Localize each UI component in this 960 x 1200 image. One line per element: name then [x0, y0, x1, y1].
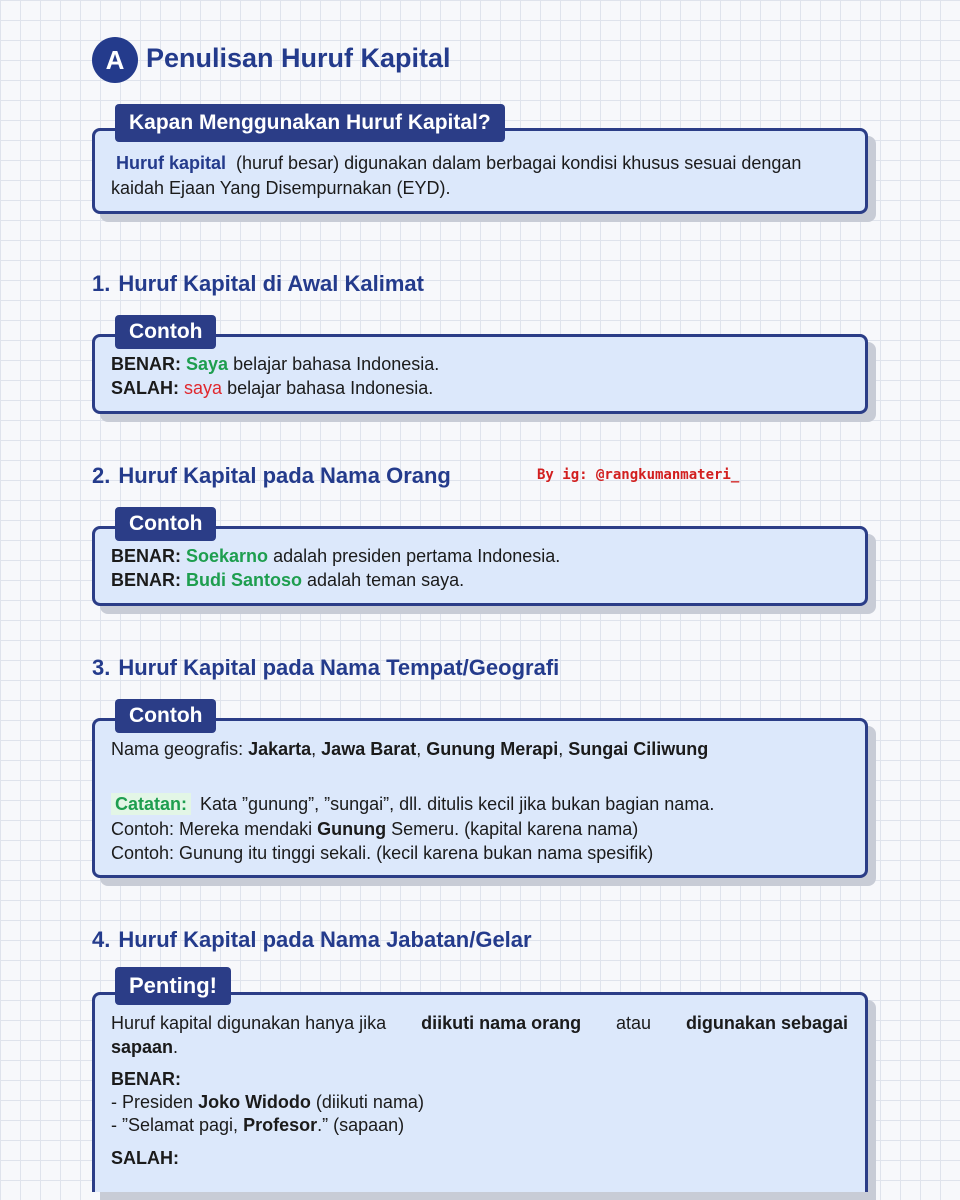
b2-a: - ”Selamat pagi, [111, 1115, 239, 1135]
item-1-line-1 [111, 352, 439, 376]
geo-name: Sungai Ciliwung [568, 739, 709, 759]
item-4-tag: Penting! [115, 967, 231, 1005]
note-label: Catatan: [111, 793, 191, 815]
page-title: Penulisan Huruf Kapital [146, 43, 451, 73]
item-2-heading [92, 463, 451, 489]
item-1-line-2 [111, 376, 433, 400]
item-1-title: Huruf Kapital di Awal Kalimat [118, 271, 424, 296]
item-4-heading [92, 927, 532, 953]
item-2-line-2-rest: adalah teman saya. [307, 570, 465, 590]
item-3-note-line [111, 792, 714, 816]
item-4-number: 4. [92, 927, 111, 952]
b2-b: Profesor [243, 1115, 318, 1135]
item-1-line-1-rest: belajar bahasa Indonesia. [233, 354, 440, 374]
item-2-number: 2. [92, 463, 111, 488]
item-2-title: Huruf Kapital pada Nama Orang [118, 463, 451, 488]
item-4-paragraph-1 [111, 1011, 848, 1035]
intro-line-2: kaidah Ejaan Yang Disempurnakan (EYD). [111, 178, 451, 198]
intro-line1-rest: (huruf besar) digunakan dalam berbagai kondisi khusus sesuai dengan [236, 153, 802, 173]
b1-c: (diikuti nama) [315, 1092, 424, 1112]
b2-c: .” (sapaan) [317, 1115, 405, 1135]
item-4-title: Huruf Kapital pada Nama Jabatan/Gelar [118, 927, 532, 952]
item-2-line-2-word: Budi Santoso [186, 570, 303, 590]
p2-b: . [173, 1037, 179, 1057]
p1-b: diikuti nama orang [421, 1013, 582, 1033]
example-1-rest: Semeru. (kapital karena nama) [391, 819, 639, 839]
p1-c: atau [616, 1013, 652, 1033]
item-3-geo-prefix: Nama geografis: [111, 739, 244, 759]
item-2-line-1-label: BENAR: [111, 546, 181, 566]
item-1-line-2-label: SALAH: [111, 378, 179, 398]
p1-a: Huruf kapital digunakan hanya jika [111, 1013, 387, 1033]
geo-name: Jakarta [248, 739, 312, 759]
item-1-line-1-label: BENAR: [111, 354, 181, 374]
b1-b: Joko Widodo [198, 1092, 311, 1112]
benar-label: BENAR: [111, 1069, 181, 1089]
example-1-prefix: Contoh: Mereka mendaki [111, 819, 313, 839]
intro-line-1 [116, 151, 801, 175]
b1-a: - Presiden [111, 1092, 194, 1112]
item-3-title: Huruf Kapital pada Nama Tempat/Geografi [118, 655, 560, 680]
item-3-geo-line: Nama geografis: Jakarta, Jawa Barat, Gunung Merapi, Sungai Ciliwung [111, 739, 709, 759]
item-4-paragraph-2 [111, 1035, 178, 1059]
p2-a: sapaan [111, 1037, 174, 1057]
item-1-number: 1. [92, 271, 111, 296]
item-2-line-2 [111, 568, 464, 592]
item-2-tag: Contoh [115, 507, 216, 541]
p1-d: digunakan sebagai [685, 1013, 848, 1033]
item-1-line-2-rest: belajar bahasa Indonesia. [227, 378, 434, 398]
intro-term: Huruf kapital [116, 153, 227, 173]
salah-label: SALAH: [111, 1148, 179, 1168]
item-2-line-1-rest: adalah presiden pertama Indonesia. [273, 546, 561, 566]
note-text: Kata ”gunung”, ”sungai”, dll. ditulis kecil jika bukan bagian nama. [200, 794, 715, 814]
item-2-line-1 [111, 544, 560, 568]
benar-example-1 [111, 1090, 424, 1114]
item-1-line-2-word: saya [184, 378, 223, 398]
geo-name: Gunung Merapi [426, 739, 559, 759]
item-1-heading [92, 271, 424, 297]
item-3-example-1 [111, 817, 638, 841]
item-2-line-1-word: Soekarno [186, 546, 269, 566]
example-1-bold: Gunung [317, 819, 387, 839]
benar-example-2 [111, 1113, 404, 1137]
item-3-tag: Contoh [115, 699, 216, 733]
item-2-line-2-label: BENAR: [111, 570, 181, 590]
item-3-number: 3. [92, 655, 111, 680]
intro-tag: Kapan Menggunakan Huruf Kapital? [115, 104, 505, 142]
credit-text: By ig: @rangkumanmateri_ [537, 467, 740, 483]
item-1-tag: Contoh [115, 315, 216, 349]
item-1-line-1-word: Saya [186, 354, 229, 374]
item-3-heading [92, 655, 559, 681]
geo-name: Jawa Barat [321, 739, 417, 759]
section-badge: A [92, 37, 138, 83]
item-3-example-2: Contoh: Gunung itu tinggi sekali. (kecil karena bukan nama spesifik) [111, 843, 654, 863]
